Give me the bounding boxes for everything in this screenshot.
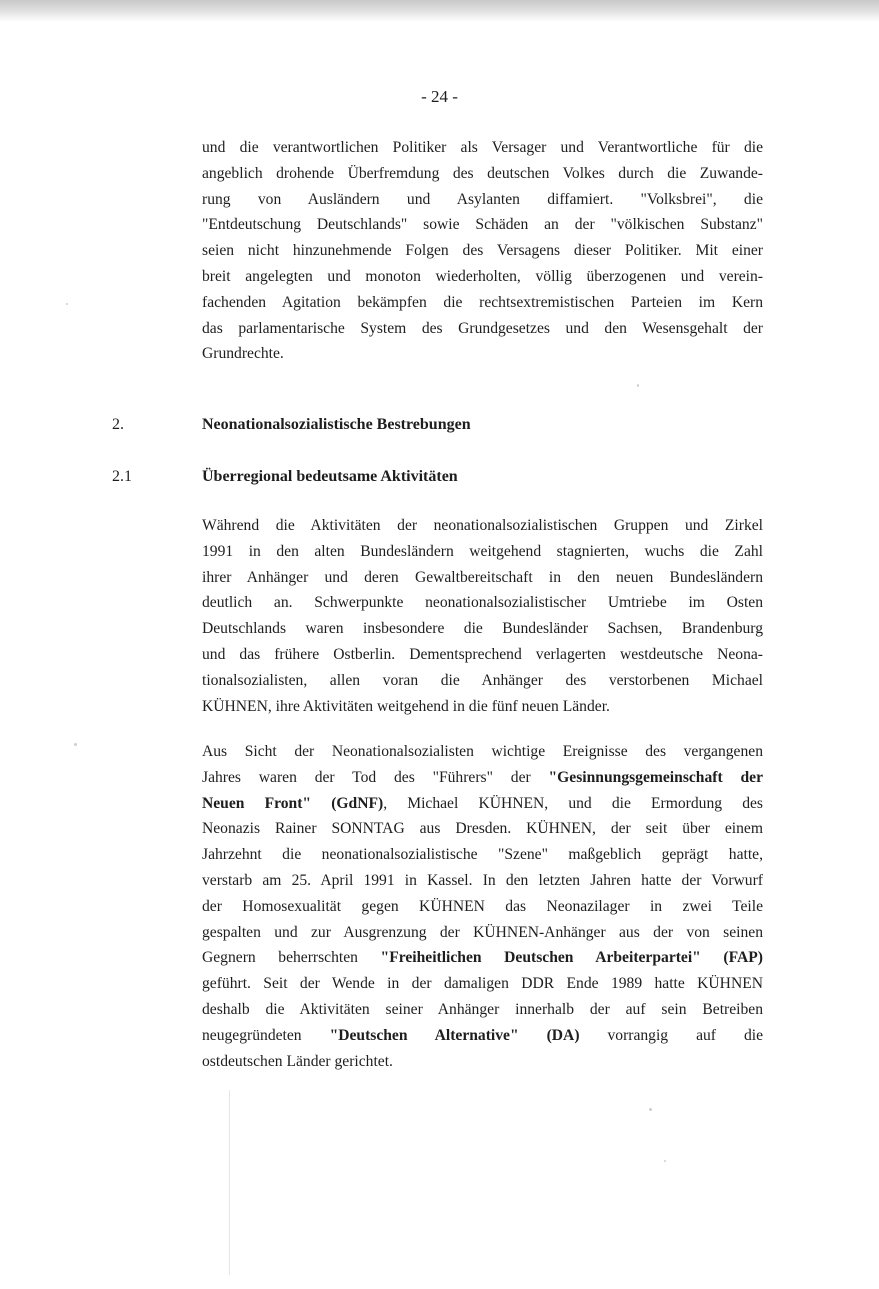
text-line: geführt. Seit der Wende in der damaligen DDR Ende 1989 hatte KÜHNEN <box>202 975 763 993</box>
text-line: tionalsozialisten, allen voran die Anhänger des verstorbenen Michael <box>202 671 763 689</box>
text-line: rung von Ausländern und Asylanten diffamiert. "Volksbrei", die <box>202 190 763 208</box>
org-name-gdnf-cont: Neuen Front" (GdNF) <box>202 794 384 812</box>
scan-edge-shadow <box>0 0 879 22</box>
paragraph-events <box>202 739 763 1074</box>
text-line: seien nicht hinzunehmende Folgen des Versagens dieser Politiker. Mit einer <box>202 242 763 260</box>
text-line: deutlich an. Schwerpunkte neonationalsozialistischer Umtriebe im Osten <box>202 594 763 612</box>
text-line: verstarb am 25. April 1991 in Kassel. In den letzten Jahren hatte der Vorwurf <box>202 871 763 889</box>
org-name-fap: "Freiheitlichen Deutschen Arbeiterpartei" (FAP) <box>380 949 763 967</box>
org-name-da: "Deutschen Alternative" (DA) <box>329 1026 580 1044</box>
text-line: deshalb die Aktivitäten seiner Anhänger innerhalb der auf sein Betreiben <box>202 1000 763 1018</box>
text-line: Neonazis Rainer SONNTAG aus Dresden. KÜHNEN, der seit über einem <box>202 820 763 838</box>
text-line: Jahrzehnt die neonationalsozialistische "Szene" maßgeblich geprägt hatte, <box>202 846 763 864</box>
text-line: Aus Sicht der Neonationalsozialisten wichtige Ereignisse des vergangenen <box>202 743 763 760</box>
section-2-1-number: 2.1 <box>112 468 132 485</box>
scan-speck <box>637 384 639 387</box>
text-line: 1991 in den alten Bundesländern weitgehend stagnierten, wuchs die Zahl <box>202 542 763 560</box>
text-line: breit angelegten und monoton wiederholten, völlig überzogenen und verein- <box>202 267 763 285</box>
text-line: Jahres waren der Tod des "Führers" der "Gesinnungsgemeinschaft der <box>202 768 763 786</box>
page-number: - 24 - <box>421 87 458 106</box>
text-line: Neuen Front" (GdNF), Michael KÜHNEN, und die Ermordung des <box>202 794 763 812</box>
section-2-1-title: Überregional bedeutsame Aktivitäten <box>202 468 458 485</box>
paragraph-activities <box>202 513 763 719</box>
text-line: und die verantwortlichen Politiker als Versager und Verantwortliche für die <box>202 139 763 156</box>
scan-speck <box>74 743 77 746</box>
text-line: und das frühere Ostberlin. Dementsprechend verlagerten westdeutsche Neona- <box>202 645 763 663</box>
text-line: Grundrechte. <box>202 345 284 363</box>
text-line: der Homosexualität gegen KÜHNEN das Neonazilager in zwei Teile <box>202 897 763 915</box>
scan-artifact-line <box>229 1090 230 1275</box>
text-line: KÜHNEN, ihre Aktivitäten weitgehend in die fünf neuen Länder. <box>202 697 610 715</box>
org-name-gdnf: "Gesinnungsgemeinschaft der <box>548 768 763 786</box>
text-line: fachenden Agitation bekämpfen die rechtsextremistischen Parteien im Kern <box>202 293 763 311</box>
text-line: angeblich drohende Überfremdung des deutschen Volkes durch die Zuwande- <box>202 164 763 182</box>
text-line: ihrer Anhänger und deren Gewaltbereitschaft in den neuen Bundesländern <box>202 568 763 586</box>
section-2-title: Neonationalsozialistische Bestrebungen <box>202 416 471 433</box>
section-2-number: 2. <box>112 416 124 433</box>
text-line: Gegnern beherrschten "Freiheitlichen Deutschen Arbeiterpartei" (FAP) <box>202 949 763 967</box>
scan-speck <box>649 1108 652 1111</box>
paragraph-intro <box>202 135 763 367</box>
text-line: gespalten und zur Ausgrenzung der KÜHNEN-Anhänger aus der von seinen <box>202 923 763 941</box>
text-line: "Entdeutschung Deutschlands" sowie Schäden an der "völkischen Substanz" <box>202 216 763 234</box>
text-line: Während die Aktivitäten der neonationalsozialistischen Gruppen und Zirkel <box>202 517 763 534</box>
text-line: das parlamentarische System des Grundgesetzes und den Wesensgehalt der <box>202 319 763 337</box>
text-line: Deutschlands waren insbesondere die Bundesländer Sachsen, Brandenburg <box>202 620 763 638</box>
text-line: ostdeutschen Länder gerichtet. <box>202 1052 393 1070</box>
text-line: neugegründeten "Deutschen Alternative" (DA) vorrangig auf die <box>202 1026 764 1044</box>
scan-speck <box>66 303 68 305</box>
scan-speck <box>664 1160 666 1162</box>
